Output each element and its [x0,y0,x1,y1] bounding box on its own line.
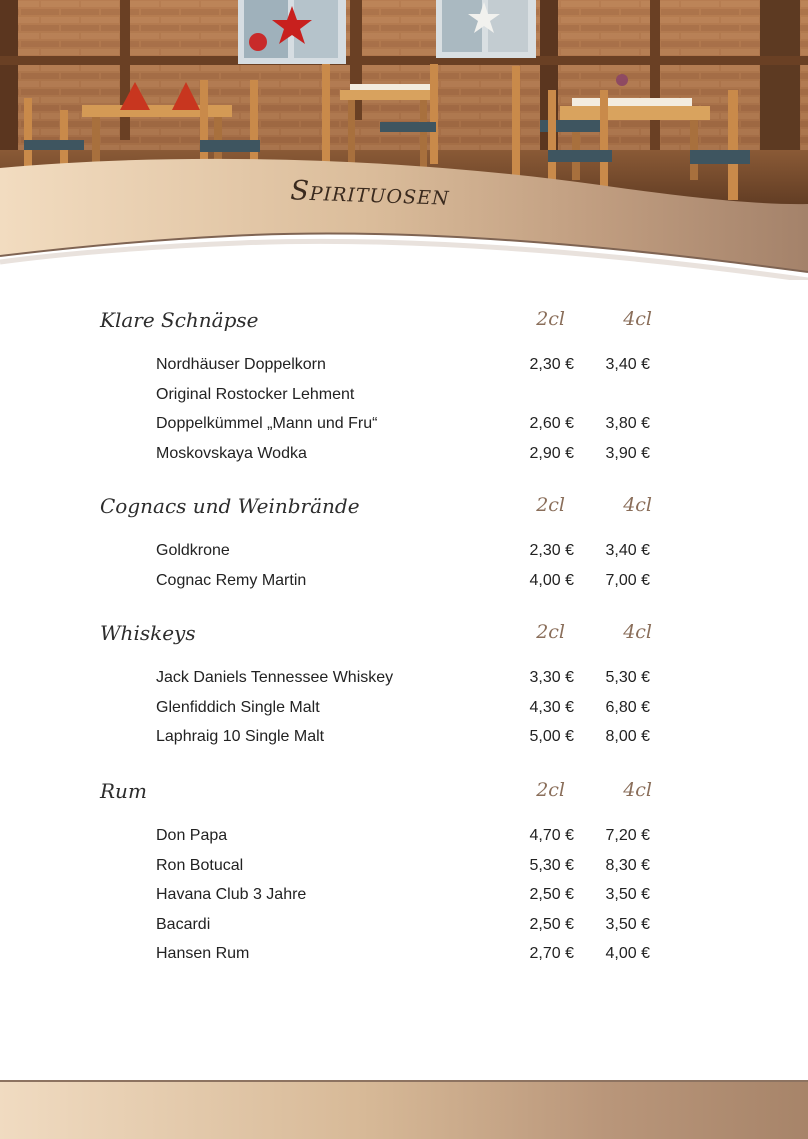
price-4cl: 3,90 € [605,444,650,462]
price-4cl: 8,30 € [605,856,650,874]
menu-item [156,442,656,466]
item-name: Goldkrone [156,542,230,559]
menu-item [156,883,656,907]
menu-item [156,942,656,966]
price-2cl: 2,50 € [529,915,574,933]
section-header [100,621,660,653]
price-2cl: 4,30 € [529,698,574,716]
menu-item [156,666,656,690]
footer-band [0,1080,808,1139]
item-name: Moskovskaya Wodka [156,444,307,462]
price-4cl: 3,80 € [605,415,650,432]
price-4cl: 3,50 € [605,886,650,903]
item-name: Jack Daniels Tennessee Whiskey [156,669,394,686]
menu-item [156,383,656,407]
item-name: Ron Botucal [156,856,244,874]
menu-item [156,913,656,937]
price-2cl: 4,70 € [529,827,574,844]
section-title: Whiskeys [100,621,196,645]
section-header [100,308,660,340]
item-name: Doppelkümmel „Mann und Fru“ [156,415,378,432]
column-header-2cl: 2cl [536,779,565,801]
section-title: Klare Schnäpse [100,308,259,332]
column-header-4cl: 4cl [623,494,652,516]
price-2cl: 2,60 € [529,415,574,432]
column-header-4cl: 4cl [623,308,652,330]
page-title: Spirituosen [289,175,451,212]
menu-item [156,539,656,563]
price-2cl: 5,00 € [529,728,574,745]
price-2cl: 5,30 € [529,856,574,874]
item-name: Original Rostocker Lehment [156,385,355,403]
price-4cl: 4,00 € [605,945,650,962]
menu-item [156,824,656,848]
section-title: Cognacs und Weinbrände [100,494,360,518]
column-header-2cl: 2cl [536,494,565,516]
column-header-2cl: 2cl [536,308,565,330]
price-4cl: 3,40 € [605,542,650,559]
item-name: Bacardi [156,915,211,933]
section-title: Rum [100,779,147,803]
item-name: Havana Club 3 Jahre [156,886,307,903]
section-header [100,494,660,526]
price-4cl: 7,20 € [605,827,650,844]
item-name: Hansen Rum [156,945,250,962]
item-name: Laphraig 10 Single Malt [156,728,325,745]
price-2cl: 2,70 € [529,945,574,962]
item-name: Cognac Remy Martin [156,571,307,589]
section-header [100,779,660,811]
item-name: Don Papa [156,827,228,844]
menu-item [156,353,656,377]
price-2cl: 2,30 € [529,356,574,373]
price-2cl: 2,30 € [529,542,574,559]
item-name: Nordhäuser Doppelkorn [156,356,326,373]
price-2cl: 3,30 € [529,669,574,686]
price-4cl: 5,30 € [605,669,650,686]
price-4cl: 3,40 € [605,356,650,373]
column-header-2cl: 2cl [536,621,565,643]
price-2cl: 2,90 € [529,444,574,462]
price-4cl: 8,00 € [605,728,650,745]
price-4cl: 6,80 € [605,698,650,716]
menu-item [156,696,656,720]
price-2cl: 2,50 € [529,886,574,903]
price-2cl: 4,00 € [529,571,574,589]
menu-item [156,854,656,878]
menu-item [156,569,656,593]
price-4cl: 3,50 € [605,915,650,933]
menu-item [156,412,656,436]
column-header-4cl: 4cl [623,779,652,801]
menu-item [156,725,656,749]
price-4cl: 7,00 € [605,571,650,589]
column-header-4cl: 4cl [623,621,652,643]
item-name: Glenfiddich Single Malt [156,698,320,716]
